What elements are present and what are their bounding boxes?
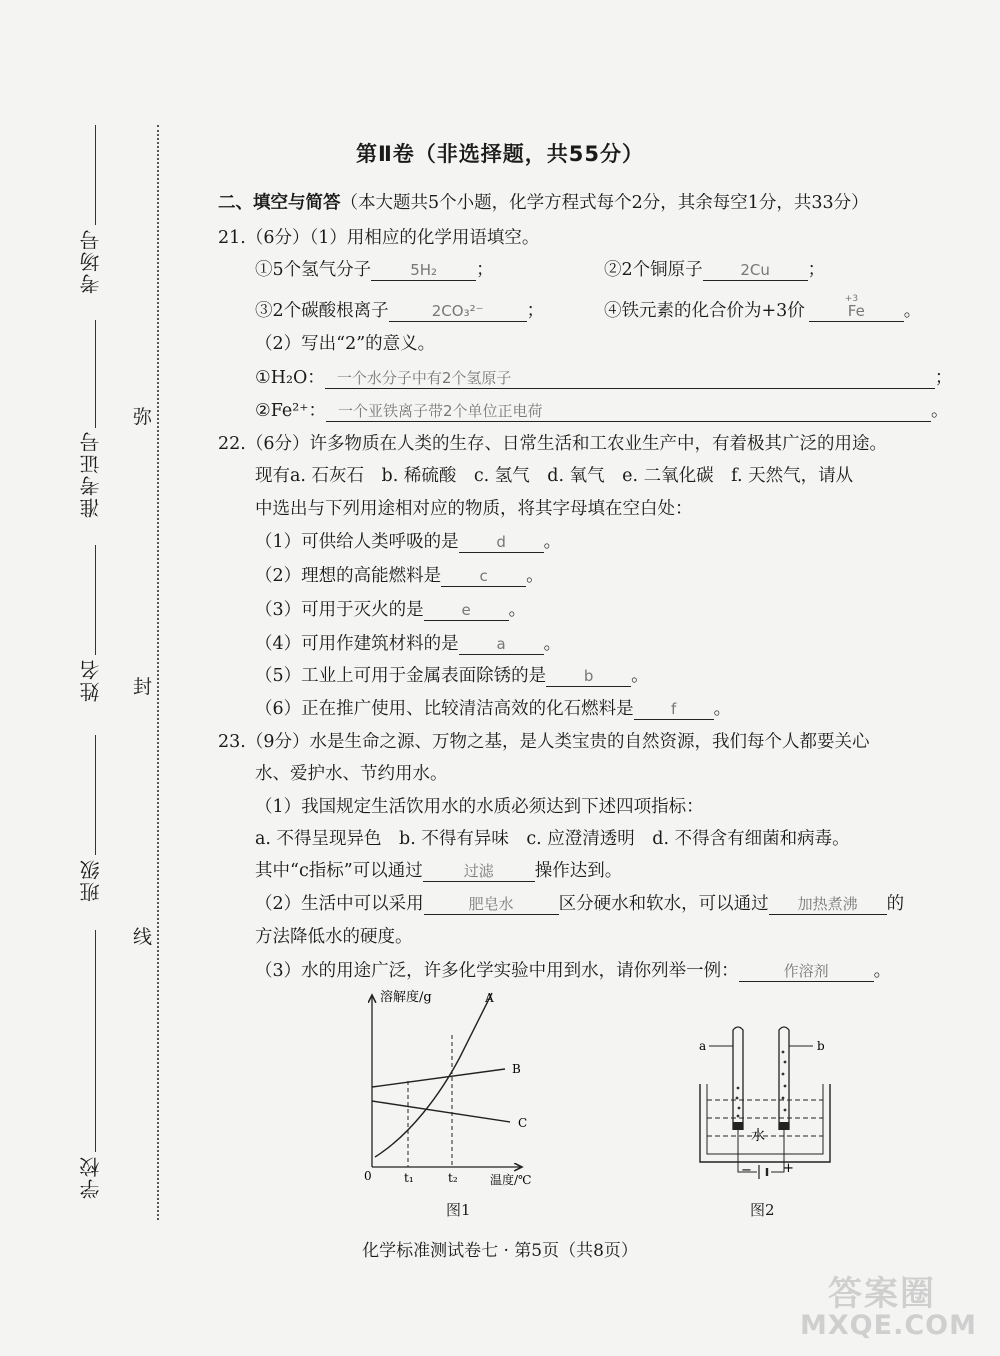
name-line: [95, 545, 96, 655]
q21-item3: [255, 297, 544, 322]
q22-p6: 。: [713, 699, 732, 719]
watermark-url: MXQE.COM: [800, 1310, 977, 1341]
q21-answer1: 5H₂: [371, 260, 476, 281]
seal-dotted-line: [157, 125, 159, 1220]
q22-item4: [255, 630, 561, 655]
q23-part3: [255, 957, 891, 982]
q22-item5: [255, 662, 649, 687]
q21-meaning1-answer: 一个水分子中有2个氢原子: [325, 368, 935, 389]
q21-answer2: 2Cu: [703, 260, 808, 281]
fig1-ylabel: 溶解度/g: [380, 990, 432, 1005]
tube-right: [779, 1027, 789, 1130]
q22-answer6: f: [634, 699, 714, 720]
q21-stem: 21.（6分）（1）用相应的化学用语填空。: [218, 228, 540, 248]
q22-item5-text: （5）工业上可用于金属表面除锈的是: [255, 666, 547, 686]
page-footer: 化学标准测试卷七 · 第5页（共8页）: [362, 1241, 638, 1261]
q23-stem: 23.（9分）水是生命之源、万物之基，是人类宝贵的自然资源，我们每个人都要关心: [218, 732, 870, 752]
q23-answer-filter: 过滤: [423, 861, 535, 882]
q22-answer3: e: [424, 600, 509, 621]
q23-indicators: a. 不得呈现异色 b. 不得有异味 c. 应澄清透明 d. 不得含有细菌和病毒。: [255, 829, 850, 849]
q21-period: 。: [903, 301, 922, 321]
part-title: 第Ⅱ卷（非选择题，共55分）: [355, 142, 645, 166]
q21-item1-text: ①5个氢气分子: [255, 260, 372, 280]
q22-p3: 。: [508, 600, 527, 620]
q22-item1-text: （1）可供给人类呼吸的是: [255, 532, 459, 552]
q22-answer5: b: [546, 666, 631, 687]
fig1-label-b: B: [512, 1062, 521, 1076]
seal-char-2: 封: [133, 676, 153, 698]
q22-p4: 。: [543, 634, 562, 654]
curve-c: [372, 1101, 510, 1122]
electrode-right: [779, 1122, 789, 1130]
q23-part1-question: [255, 857, 622, 882]
q23-part2: [255, 890, 904, 915]
q23-part1-post: 操作达到。: [534, 861, 623, 881]
watermark-brand: 答案圈: [828, 1274, 936, 1314]
q21-semi5: ；: [934, 368, 953, 388]
q23-part3-post: 。: [873, 961, 892, 981]
q23-answer-solvent: 作溶剂: [739, 961, 874, 982]
q23-part2-post: 的: [886, 894, 905, 914]
q21-part2: （2）写出“2”的意义。: [255, 334, 436, 354]
q23-part2-mid: 区分硬水和软水，可以通过: [558, 894, 769, 914]
q22-item3-text: （3）可用于灭火的是: [255, 600, 424, 620]
q22-instruction: 中选出与下列用途相对应的物质，将其字母填在空白处：: [255, 499, 693, 519]
q21-meaning2-label: ②Fe²⁺：: [255, 401, 326, 421]
fig1-xlabel: 温度/℃: [490, 1173, 532, 1187]
q21-semi2: ；: [807, 260, 826, 280]
q21-item2-text: ②2个铜原子: [604, 260, 703, 280]
q22-stem: 22.（6分）许多物质在人类的生存、日常生活和工农业生产中，有着极其广泛的用途。: [218, 434, 887, 454]
q22-options: 现有a. 石灰石 b. 稀硫酸 c. 氢气 d. 氧气 e. 二氧化碳 f. 天然气，请从: [255, 466, 854, 486]
q21-period2: 。: [930, 401, 949, 421]
fig1-label-c: C: [518, 1116, 528, 1130]
q23-part2-pre: （2）生活中可以采用: [255, 894, 424, 914]
q22-answer1: d: [459, 532, 544, 553]
q21-item1: [255, 256, 494, 281]
q23-part1: （1）我国规定生活饮用水的水质必须达到下述四项指标：: [255, 797, 704, 817]
q22-item4-text: （4）可用作建筑材料的是: [255, 634, 459, 654]
figure1-caption: 图1: [446, 1201, 471, 1219]
tube-left: [733, 1027, 743, 1130]
fig2-label-a: a: [699, 1039, 707, 1053]
exam-id-label: 准考证号: [79, 430, 103, 518]
q21-semi1: ；: [476, 260, 494, 280]
q23-stem-2: 水、爱护水、节约用水。: [255, 764, 448, 784]
school-label: 学校: [79, 1155, 103, 1199]
q22-answer2: c: [441, 566, 526, 587]
figure2-caption: 图2: [750, 1201, 775, 1219]
fig2-minus: −: [741, 1163, 752, 1178]
q22-p5: 。: [631, 666, 649, 686]
q21-meaning2-answer: 一个亚铁离子带2个单位正电荷: [326, 401, 931, 422]
class-line: [95, 735, 96, 855]
fig2-label-b: b: [817, 1039, 825, 1053]
exam-room-label: 考场号: [79, 228, 103, 294]
water-trough: [700, 1084, 830, 1162]
curve-b: [372, 1069, 505, 1087]
section-heading-text: 二、填空与简答: [218, 193, 341, 213]
fig1-t2: t₂: [448, 1171, 458, 1185]
exam-id-line: [95, 320, 96, 428]
electrode-left: [733, 1122, 743, 1130]
fig2-plus: +: [783, 1161, 794, 1176]
q21-answer3: 2CO₃²⁻: [389, 301, 527, 322]
q21-meaning1: [255, 364, 952, 389]
section-note: （本大题共5个小题，化学方程式每个2分，其余每空1分，共33分）: [340, 193, 869, 213]
q21-item3-text: ③2个碳酸根离子: [255, 301, 389, 321]
figure2-electrolysis-diagram: [695, 1022, 845, 1187]
name-label: 姓名: [79, 658, 103, 702]
fig2-water-label: 水: [751, 1128, 765, 1144]
q21-item4-text: ④铁元素的化合价为+3价: [604, 301, 805, 321]
q21-semi3: ；: [526, 301, 545, 321]
q21-item2: [604, 256, 825, 281]
q22-item2: [255, 562, 544, 587]
q21-answer4-symbol: Fe: [847, 302, 865, 320]
q23-answer-boiling: 加热煮沸: [769, 894, 887, 915]
q22-item6-text: （6）正在推广使用、比较清洁高效的化石燃料是: [255, 699, 634, 719]
q21-item4: [604, 294, 922, 322]
q22-item1: [255, 528, 561, 553]
section-heading: [218, 189, 869, 214]
fig1-t1: t₁: [404, 1171, 414, 1185]
q22-item2-text: （2）理想的高能燃料是: [255, 566, 442, 586]
seal-char-3: 线: [133, 926, 153, 948]
q23-part3-pre: （3）水的用途广泛，许多化学实验中用到水，请你列举一例：: [255, 961, 739, 981]
q21-meaning1-label: ①H₂O：: [255, 368, 325, 388]
q23-part1-pre: 其中“c指标”可以通过: [255, 861, 423, 881]
seal-char-1: 弥: [133, 406, 153, 428]
q23-part2-cont: 方法降低水的硬度。: [255, 927, 413, 947]
q22-p1: 。: [543, 532, 562, 552]
q22-p2: 。: [526, 566, 544, 586]
fig1-label-a: A: [485, 991, 494, 1005]
curve-a: [375, 993, 492, 1157]
fig1-origin: 0: [364, 1169, 372, 1183]
q22-item6: [255, 695, 731, 720]
q23-answer-soapwater: 肥皂水: [424, 894, 559, 915]
q21-meaning2: [255, 397, 948, 422]
school-line: [95, 930, 96, 1152]
class-label: 班级: [79, 858, 103, 902]
figure1-solubility-chart: [350, 985, 550, 1190]
q22-item3: [255, 596, 526, 621]
q22-answer4: a: [459, 634, 544, 655]
q21-answer4-valence: +3: [844, 294, 859, 304]
q21-answer4: [809, 294, 904, 322]
trough-inner: [707, 1084, 823, 1154]
